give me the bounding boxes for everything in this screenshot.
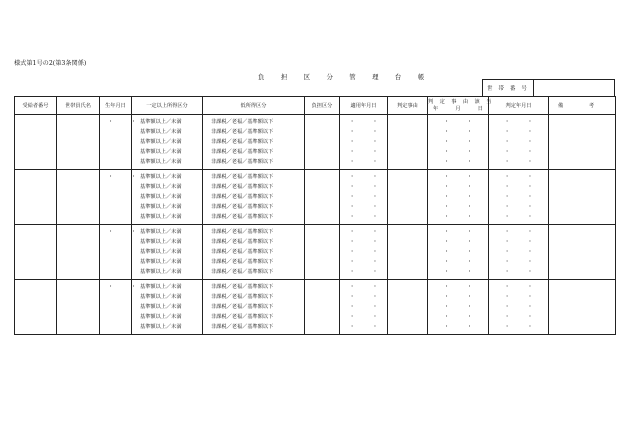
decision-date-cell[interactable]: [489, 225, 549, 280]
income-option[interactable]: 基準額以上／未満: [140, 294, 182, 300]
date-placeholder: ・ ・: [504, 149, 541, 155]
reason-date-line1: 判 定 事 由 該 当: [428, 98, 494, 105]
income-option[interactable]: 基準額以上／未満: [140, 284, 182, 290]
date-placeholder: ・ ・: [443, 294, 481, 300]
household-number-box: [482, 79, 615, 96]
date-placeholder: ・ ・: [504, 119, 541, 125]
date-placeholder: ・ ・: [443, 159, 481, 165]
decision-date-cell[interactable]: [489, 170, 549, 225]
col-decision-date: 判定年月日: [489, 97, 549, 115]
remarks-cell[interactable]: [549, 170, 616, 225]
low-income-category-cell: [203, 280, 305, 335]
application-date-cell[interactable]: [340, 280, 388, 335]
low-income-option[interactable]: 非課税／老福／基準額以下: [211, 184, 274, 190]
remarks-cell[interactable]: [549, 115, 616, 170]
household-member-name-cell[interactable]: [57, 225, 100, 280]
reason-date-cell[interactable]: [428, 115, 489, 170]
date-placeholder: ・ ・: [349, 214, 386, 220]
low-income-option[interactable]: 非課税／老福／基準額以下: [211, 269, 274, 275]
decision-reason-cell[interactable]: [388, 225, 428, 280]
date-placeholder: ・ ・: [443, 229, 481, 235]
date-placeholder: ・ ・: [504, 214, 541, 220]
low-income-option[interactable]: 非課税／老福／基準額以下: [211, 129, 274, 135]
ledger-row: [15, 170, 616, 225]
col-head-of-household: 世帯員氏名: [57, 97, 100, 115]
date-placeholder: ・ ・: [443, 249, 481, 255]
date-placeholder: ・ ・: [349, 269, 386, 275]
date-placeholder: ・ ・: [349, 229, 386, 235]
income-option[interactable]: 基準額以上／未満: [140, 304, 182, 310]
low-income-option[interactable]: 非課税／老福／基準額以下: [211, 324, 274, 330]
date-placeholder: ・ ・: [504, 249, 541, 255]
low-income-category-cell: [203, 225, 305, 280]
header-row: [15, 97, 616, 115]
date-placeholder: ・ ・: [349, 139, 386, 145]
date-placeholder: ・ ・: [443, 324, 481, 330]
date-placeholder: ・ ・: [443, 239, 481, 245]
low-income-option[interactable]: 非課税／老福／基準額以下: [211, 259, 274, 265]
date-placeholder: ・ ・: [349, 314, 386, 320]
birth-date-cell[interactable]: [100, 225, 145, 280]
ledger-row: [15, 225, 616, 280]
date-placeholder: ・ ・: [349, 294, 386, 300]
burden-category-cell[interactable]: [305, 225, 340, 280]
date-placeholder: ・ ・: [349, 194, 386, 200]
income-option[interactable]: 基準額以上／未満: [140, 159, 182, 165]
reason-date-cell[interactable]: [428, 225, 489, 280]
birth-date-cell[interactable]: [100, 115, 145, 170]
date-placeholder: ・ ・: [349, 204, 386, 210]
form-number: 様式第1号の2(第3条関係): [14, 60, 87, 67]
income-option[interactable]: 基準額以上／未満: [140, 249, 182, 255]
col-income-category: 一定以上所得区分: [132, 97, 203, 115]
low-income-option[interactable]: 非課税／老福／基準額以下: [211, 229, 274, 235]
ledger-row: [15, 280, 616, 335]
decision-date-cell[interactable]: [489, 115, 549, 170]
col-reason-date: [428, 97, 494, 115]
low-income-option[interactable]: 非課税／老福／基準額以下: [211, 214, 274, 220]
income-option[interactable]: 基準額以上／未満: [140, 229, 182, 235]
date-placeholder: ・ ・: [504, 204, 541, 210]
col-application-date: 適用年月日: [340, 97, 388, 115]
income-option[interactable]: 基準額以上／未満: [140, 239, 182, 245]
date-placeholder: ・ ・: [504, 304, 541, 310]
date-placeholder: ・ ・: [443, 194, 481, 200]
date-placeholder: ・ ・: [349, 259, 386, 265]
date-placeholder: ・ ・: [443, 204, 481, 210]
income-category-cell: [132, 280, 203, 335]
reason-date-day: 日: [477, 105, 483, 112]
ledger-row: [15, 115, 616, 170]
income-option[interactable]: 基準額以上／未満: [140, 194, 182, 200]
date-placeholder: ・ ・: [504, 129, 541, 135]
date-placeholder: ・ ・: [504, 159, 541, 165]
date-placeholder: ・ ・: [443, 139, 481, 145]
income-category-cell: [132, 115, 203, 170]
date-placeholder: ・ ・: [504, 284, 541, 290]
income-option[interactable]: 基準額以上／未満: [140, 149, 182, 155]
date-placeholder: ・ ・: [349, 119, 386, 125]
household-member-name-cell[interactable]: [57, 170, 100, 225]
date-placeholder: ・ ・: [443, 304, 481, 310]
application-date-cell[interactable]: [340, 115, 388, 170]
date-placeholder: ・ ・: [443, 269, 481, 275]
date-placeholder: ・ ・: [504, 194, 541, 200]
reason-date-year: 年: [433, 105, 439, 112]
recipient-no-cell[interactable]: [15, 115, 57, 170]
col-recipient-no: 受給者番号: [15, 97, 57, 115]
date-placeholder: ・ ・: [349, 324, 386, 330]
date-placeholder: ・ ・: [349, 184, 386, 190]
household-number-label: 世 帯 番 号: [483, 80, 534, 96]
date-placeholder: ・ ・: [443, 174, 481, 180]
reason-date-cell[interactable]: [428, 170, 489, 225]
low-income-category-cell: [203, 115, 305, 170]
income-option[interactable]: 基準額以上／未満: [140, 324, 182, 330]
date-placeholder: ・ ・: [443, 119, 481, 125]
income-option[interactable]: 基準額以上／未満: [140, 139, 182, 145]
date-placeholder: ・ ・: [349, 159, 386, 165]
low-income-option[interactable]: 非課税／老福／基準額以下: [211, 149, 274, 155]
recipient-no-cell[interactable]: [15, 170, 57, 225]
recipient-no-cell[interactable]: [15, 280, 57, 335]
col-burden-category: 負担区分: [305, 97, 340, 115]
decision-reason-cell[interactable]: [388, 280, 428, 335]
low-income-option[interactable]: 非課税／老福／基準額以下: [211, 139, 274, 145]
date-placeholder: ・ ・: [504, 184, 541, 190]
date-placeholder: ・ ・: [349, 304, 386, 310]
low-income-category-cell: [203, 170, 305, 225]
income-option[interactable]: 基準額以上／未満: [140, 129, 182, 135]
burden-category-cell[interactable]: [305, 115, 340, 170]
low-income-option[interactable]: 非課税／老福／基準額以下: [211, 249, 274, 255]
income-option[interactable]: 基準額以上／未満: [140, 314, 182, 320]
decision-reason-cell[interactable]: [388, 170, 428, 225]
income-option[interactable]: 基準額以上／未満: [140, 269, 182, 275]
income-option[interactable]: 基準額以上／未満: [140, 259, 182, 265]
date-placeholder: ・ ・: [504, 294, 541, 300]
low-income-option[interactable]: 非課税／老福／基準額以下: [211, 174, 274, 180]
low-income-option[interactable]: 非課税／老福／基準額以下: [211, 284, 274, 290]
low-income-option[interactable]: 非課税／老福／基準額以下: [211, 119, 274, 125]
date-placeholder: ・ ・: [108, 119, 145, 125]
income-option[interactable]: 基準額以上／未満: [140, 204, 182, 210]
date-placeholder: ・ ・: [443, 129, 481, 135]
low-income-option[interactable]: 非課税／老福／基準額以下: [211, 304, 274, 310]
date-placeholder: ・ ・: [443, 284, 481, 290]
date-placeholder: ・ ・: [443, 259, 481, 265]
date-placeholder: ・ ・: [504, 259, 541, 265]
date-placeholder: ・ ・: [349, 249, 386, 255]
date-placeholder: ・ ・: [504, 174, 541, 180]
income-option[interactable]: 基準額以上／未満: [140, 184, 182, 190]
burden-category-cell[interactable]: [305, 280, 340, 335]
application-date-cell[interactable]: [340, 225, 388, 280]
household-member-name-cell[interactable]: [57, 280, 100, 335]
application-date-cell[interactable]: [340, 170, 388, 225]
income-category-cell: [132, 170, 203, 225]
date-placeholder: ・ ・: [349, 284, 386, 290]
recipient-no-cell[interactable]: [15, 225, 57, 280]
low-income-option[interactable]: 非課税／老福／基準額以下: [211, 159, 274, 165]
ledger-table: [14, 96, 616, 335]
date-placeholder: ・ ・: [349, 129, 386, 135]
col-remarks: 備 考: [549, 97, 616, 115]
household-number-field[interactable]: [535, 80, 614, 96]
income-option[interactable]: 基準額以上／未満: [140, 214, 182, 220]
date-placeholder: ・ ・: [504, 324, 541, 330]
income-category-cell: [132, 225, 203, 280]
low-income-option[interactable]: 非課税／老福／基準額以下: [211, 314, 274, 320]
date-placeholder: ・ ・: [504, 314, 541, 320]
income-option[interactable]: 基準額以上／未満: [140, 174, 182, 180]
document-title: 負 担 区 分 管 理 台 帳: [258, 73, 432, 81]
date-placeholder: ・ ・: [108, 229, 145, 235]
burden-category-cell[interactable]: [305, 170, 340, 225]
date-placeholder: ・ ・: [349, 239, 386, 245]
date-placeholder: ・ ・: [443, 314, 481, 320]
low-income-option[interactable]: 非課税／老福／基準額以下: [211, 194, 274, 200]
low-income-option[interactable]: 非課税／老福／基準額以下: [211, 239, 274, 245]
date-placeholder: ・ ・: [443, 184, 481, 190]
col-birth-date: 生年月日: [100, 97, 132, 115]
reason-date-month: 月: [455, 105, 461, 112]
date-placeholder: ・ ・: [108, 174, 145, 180]
household-member-name-cell[interactable]: [57, 115, 100, 170]
date-placeholder: ・ ・: [504, 139, 541, 145]
birth-date-cell[interactable]: [100, 170, 145, 225]
date-placeholder: ・ ・: [349, 174, 386, 180]
date-placeholder: ・ ・: [504, 269, 541, 275]
remarks-cell[interactable]: [549, 280, 616, 335]
birth-date-cell[interactable]: [100, 280, 145, 335]
remarks-cell[interactable]: [549, 225, 616, 280]
col-decision-reason: 判定事由: [388, 97, 428, 115]
reason-date-cell[interactable]: [428, 280, 489, 335]
date-placeholder: ・ ・: [443, 149, 481, 155]
date-placeholder: ・ ・: [504, 239, 541, 245]
date-placeholder: ・ ・: [443, 214, 481, 220]
decision-reason-cell[interactable]: [388, 115, 428, 170]
low-income-option[interactable]: 非課税／老福／基準額以下: [211, 294, 274, 300]
date-placeholder: ・ ・: [504, 229, 541, 235]
low-income-option[interactable]: 非課税／老福／基準額以下: [211, 204, 274, 210]
income-option[interactable]: 基準額以上／未満: [140, 119, 182, 125]
col-low-income-category: 低所得区分: [203, 97, 305, 115]
date-placeholder: ・ ・: [349, 149, 386, 155]
decision-date-cell[interactable]: [489, 280, 549, 335]
date-placeholder: ・ ・: [108, 284, 145, 290]
